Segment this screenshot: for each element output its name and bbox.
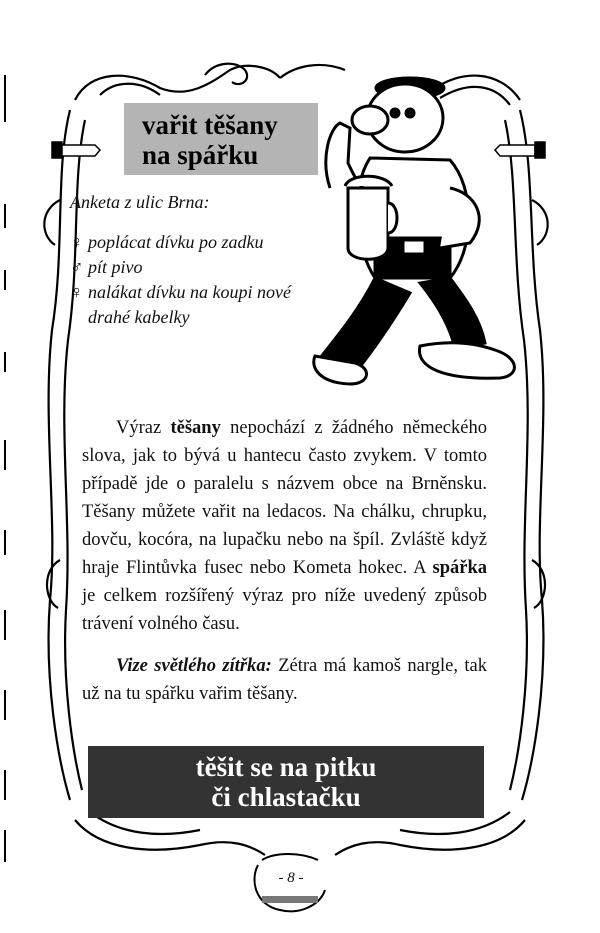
banner-line-1: těšit se na pitku: [195, 752, 377, 782]
paragraph-example: Vize světlého zítřka: Zétra má kamoš nargle, tak už na tu spářku vařim těšany.: [82, 656, 487, 704]
bold-term: těšany: [170, 418, 221, 438]
male-symbol-icon: ♂: [70, 257, 84, 277]
section-banner: [88, 746, 484, 818]
female-symbol-icon: ♀: [70, 282, 84, 302]
cartoon-figure-illustration: [300, 68, 520, 398]
survey-intro: Anketa z ulic Brna:: [70, 192, 210, 212]
survey-item: [70, 230, 310, 255]
page-number: - 8 -: [278, 870, 304, 886]
survey-block: [70, 190, 310, 330]
title-line-1: vařit těšany: [142, 110, 278, 140]
survey-item-text: poplácat dívku po zadku: [88, 232, 264, 252]
body-text: [82, 414, 487, 708]
paragraph-definition: Výraz těšany nepochází z žádného německého slova, jak to bývá u hantecu často zvykem. V tomto případě jde o paralelu s názvem obce na Brněnsku. Těšany můžete vařit na ledacos. Na chálku, chrupku, dovču, kocóra, na lupačku nebo na špíl. Zvláště když hraje Flintůvka fusec nebo Kometa hokec. A spářka je celkem rozšířený výraz pro níže uvedený způsob trávení volného času.: [82, 418, 487, 634]
example-label: Vize světlého zítřka:: [116, 656, 272, 676]
survey-item-text: pít pivo: [88, 257, 143, 277]
female-symbol-icon: ♀: [70, 232, 84, 252]
bold-term: spářka: [432, 558, 487, 578]
survey-item: [70, 280, 310, 330]
survey-item-text: nalákat dívku na koupi nové drahé kabelky: [88, 282, 291, 327]
banner-line-2: či chlastačku: [211, 782, 361, 812]
title-line-2: na spářku: [142, 140, 259, 170]
survey-item: [70, 255, 310, 280]
title-box: [124, 103, 318, 175]
